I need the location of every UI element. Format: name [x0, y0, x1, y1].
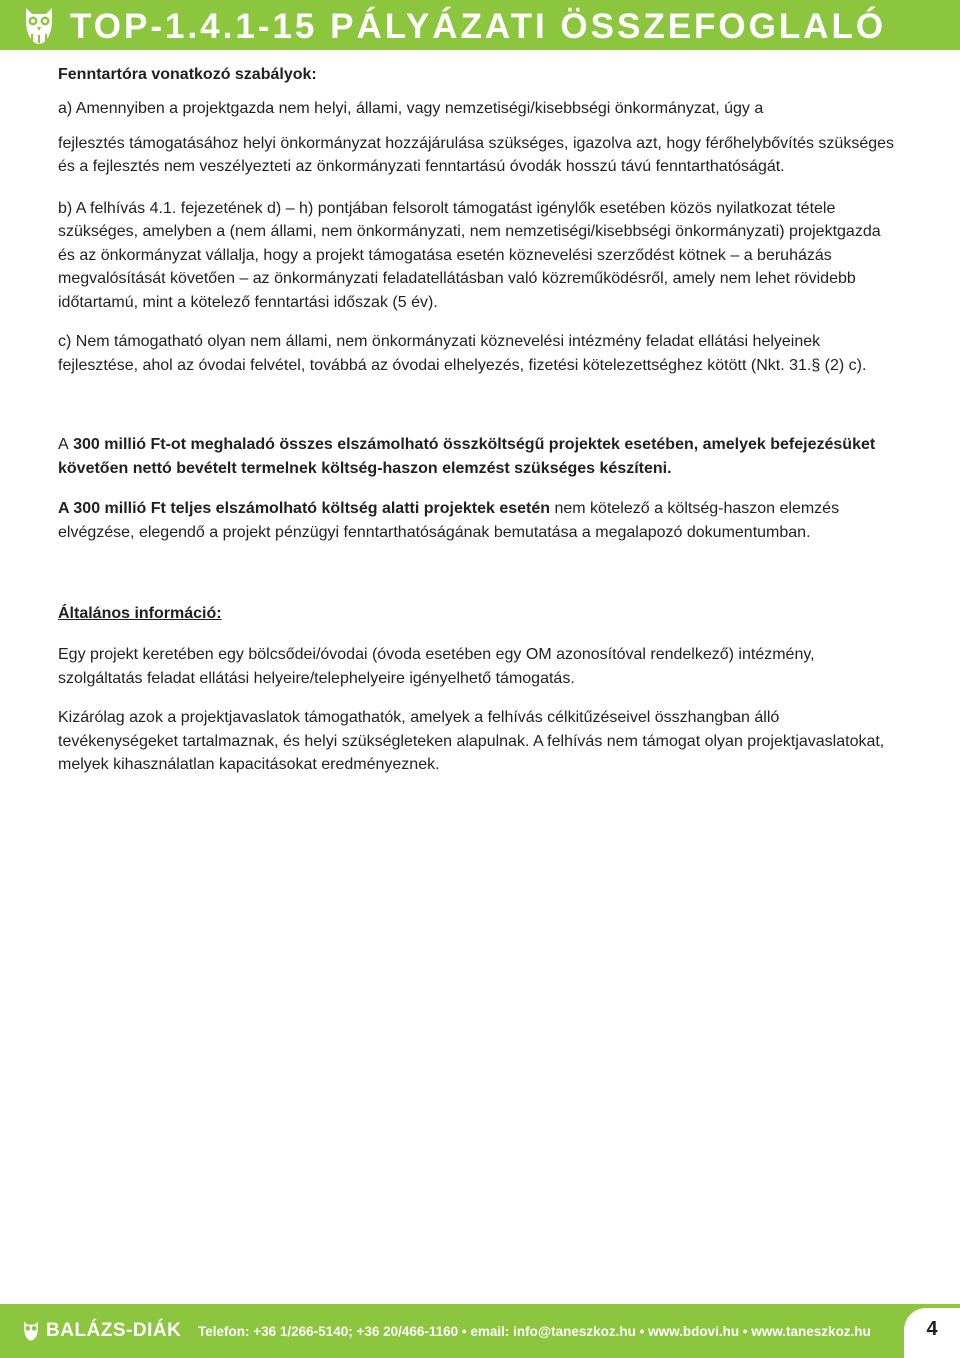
- maintainer-rules-heading: Fenntartóra vonatkozó szabályok:: [58, 66, 317, 83]
- cost-benefit-paragraph-b: [58, 497, 900, 544]
- owl-icon: [22, 1320, 40, 1342]
- general-info-heading: Általános információ:: [58, 605, 222, 622]
- cost-benefit-a-bold: 300 millió Ft-ot meghaladó összes elszámolható összköltségű projektek esetében, amelyek befejezésüket követően nettó bevételt termelnek költség-haszon elemzést szükséges készíteni.: [58, 436, 876, 477]
- cost-benefit-b-rest: nem kötelező a költség-haszon elemzés elvégzése, elegendő a projekt pénzügyi fenntarthatóságának bemutatása a megalapozó dokumentumban.: [58, 500, 840, 541]
- page-title: TOP-1.4.1-15 PÁLYÁZATI ÖSSZEFOGLALÓ: [70, 7, 887, 46]
- cost-benefit-b-bold: A 300 millió Ft teljes elszámolható költség alatti projektek esetén: [58, 500, 551, 517]
- footer-logo: [22, 1318, 181, 1344]
- rule-a-paragraph: fejlesztés támogatásához helyi önkormányzat hozzájárulása szükséges, igazolva azt, hogy férőhelybővítés szükséges és a fejlesztés nem veszélyezteti az önkormányzati fenntartású óvodák hosszú távú fenntarthatóságát.: [58, 134, 895, 175]
- rule-a-first-line: a) Amennyiben a projektgazda nem helyi, állami, vagy nemzetiségi/kisebbségi önkormányzat, úgy a: [58, 100, 764, 117]
- footer-contact: Telefon: +36 1/266-5140; +36 20/466-1160 • email: info@taneszkoz.hu • www.bdovi.hu • www.taneszkoz.hu: [198, 1324, 871, 1339]
- cost-benefit-paragraph-a: [58, 433, 900, 480]
- general-info-paragraph-1: Egy projekt keretében egy bölcsődei/óvodai (óvoda esetében egy OM azonosítóval rendelkező) intézmény, szolgáltatás feladat ellátási helyeire/telephelyeire igényelhető támogatás.: [58, 646, 815, 687]
- document-body: [58, 58, 900, 777]
- rule-c-paragraph: c) Nem támogatható olyan nem állami, nem önkormányzati köznevelési intézmény feladat ellátási helyeinek fejlesztése, ahol az óvodai felvétel, továbbá az óvodai elhelyezés, fizetési kötelezettséghez kötött (Nkt. 31.§ (2) c).: [58, 333, 867, 374]
- footer-bar: [0, 1304, 960, 1358]
- cost-benefit-a-prefix: A: [58, 436, 69, 453]
- page-number: 4: [926, 1318, 938, 1340]
- footer-brand: BALÁZS-DIÁK: [46, 1320, 182, 1341]
- page-number-box: [904, 1308, 960, 1358]
- owl-icon: [22, 6, 56, 46]
- rule-b-paragraph: b) A felhívás 4.1. fejezetének d) – h) pontjában felsorolt támogatást igénylők esetében közös nyilatkozat tétele szükséges, amelyben a (nem állami, nem önkormányzati, nem nemzetiségi/kisebbségi önkormányzati) projektgazda és az önkormányzat vállalja, hogy a projekt támogatása esetén köznevelési szerződést kötnek – a beruházás megvalósítását követően – az önkormányzati feladatellátásban való közreműködésről, amely nem lehet rövidebb időtartamú, mint a kötelező fenntartási időszak (5 év).: [58, 199, 881, 311]
- header-bar: [0, 0, 960, 50]
- general-info-paragraph-2: Kizárólag azok a projektjavaslatok támogathatók, amelyek a felhívás célkitűzéseivel összhangban álló tevékenységeket tartalmaznak, és helyi szükségleteken alapulnak. A felhívás nem támogat olyan projektjavaslatokat, melyek kihasználatlan kapacitásokat eredményeznek.: [58, 709, 885, 773]
